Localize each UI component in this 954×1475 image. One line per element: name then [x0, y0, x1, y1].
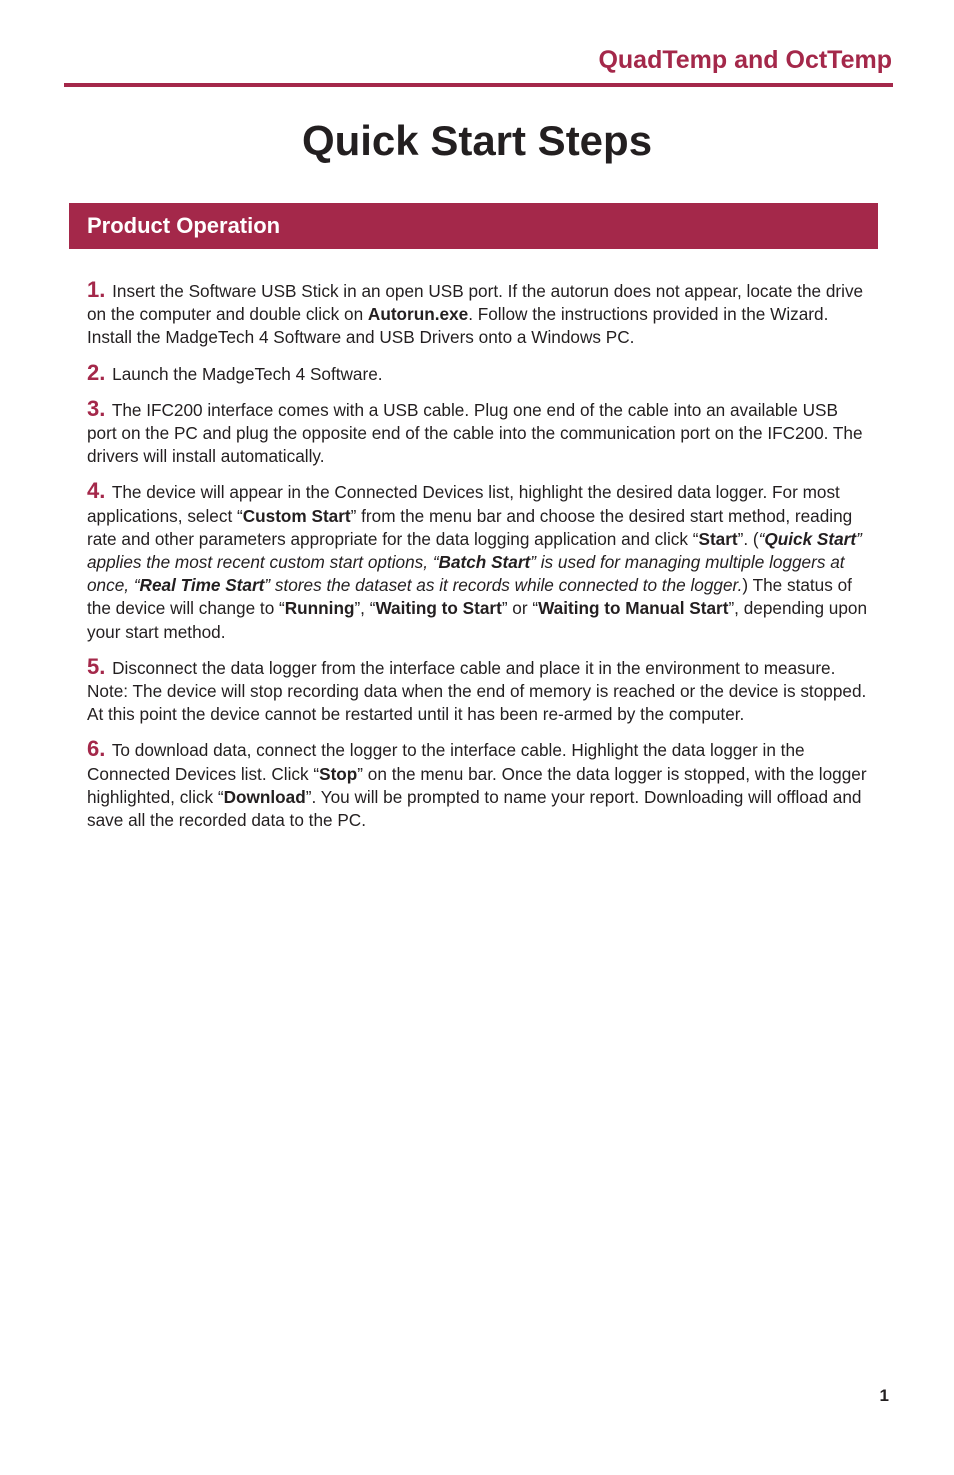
step-text: “	[758, 528, 765, 549]
step-number: 3.	[87, 395, 106, 421]
step-text: ” is used for managing multiple loggers at once, “	[87, 552, 845, 596]
step-number: 6.	[87, 736, 106, 762]
step-number: 5.	[87, 653, 106, 679]
page-title: Quick Start Steps	[301, 117, 653, 164]
step-item	[87, 278, 869, 350]
step-number: 1.	[87, 277, 106, 302]
step-emphasis: Waiting to Manual Start	[538, 598, 729, 619]
step-text: To download data, connect the logger to the interface cable. Highlight the data logger in the Connected Devices list. Click “	[87, 740, 805, 784]
page-number: 1	[879, 1386, 889, 1405]
section-bar	[69, 203, 878, 249]
step-text: ” on the menu bar. Once the data logger is stopped, with the logger highlighted, click “	[87, 763, 867, 807]
step-number: 4.	[87, 478, 106, 504]
step-emphasis: Real Time Start	[139, 575, 265, 596]
step-text: The IFC200 interface comes with a USB cable. Plug one end of the cable into an available USB port on the PC and plug the opposite end of the cable into the communication port on the IFC200. The drivers will install automatically.	[87, 399, 863, 467]
step-item	[87, 655, 869, 727]
step-text: Launch the MadgeTech 4 Software.	[112, 363, 383, 384]
step-emphasis: Autorun.exe	[367, 304, 469, 325]
step-item	[87, 361, 869, 386]
step-text: ”. (	[737, 528, 759, 549]
step-emphasis: Quick Start	[764, 528, 857, 549]
step-item	[87, 479, 869, 643]
step-text: Disconnect the data logger from the interface cable and place it in the environment to measure. Note: The device will stop recording data when the end of memory is reached or the device is stopped. At this point the device cannot be restarted until it has been re-armed by the computer.	[87, 657, 867, 725]
step-text: ” from the menu bar and choose the desired start method, reading rate and other parameters appropriate for the data logging application and click “	[87, 505, 853, 549]
step-text: ”. You will be prompted to name your report. Downloading will offload and save all the recorded data to the PC.	[87, 786, 862, 831]
step-text: ” stores the dataset as it records while connected to the logger.	[264, 575, 743, 596]
step-text: ” applies the most recent custom start options, “	[87, 528, 862, 573]
section-title: Product Operation	[87, 213, 281, 238]
steps-list	[87, 278, 869, 843]
step-emphasis: Start	[698, 528, 738, 549]
step-text: ) The status of the device will change to “	[87, 575, 852, 619]
step-text: ”, “	[354, 598, 376, 619]
step-emphasis: Custom Start	[242, 505, 351, 526]
step-emphasis: Running	[284, 598, 355, 619]
step-number: 2.	[87, 359, 106, 385]
step-emphasis: Batch Start	[438, 552, 531, 573]
step-item	[87, 737, 869, 832]
header-rule	[64, 83, 893, 87]
step-item	[87, 397, 869, 469]
header-title: QuadTemp and OctTemp	[598, 46, 892, 74]
step-emphasis: Stop	[319, 763, 358, 784]
step-emphasis: Download	[223, 786, 306, 807]
step-text: ”, depending upon your start method.	[87, 598, 868, 642]
step-emphasis: Waiting to Start	[375, 598, 502, 619]
step-text: The device will appear in the Connected Devices list, highlight the desired data logger. For most applications, select “	[87, 482, 840, 526]
step-text: . Follow the instructions provided in the Wizard. Install the MadgeTech 4 Software and USB Drivers onto a Windows PC.	[87, 304, 829, 348]
step-text: ” or “	[501, 598, 539, 619]
step-text: Insert the Software USB Stick in an open USB port. If the autorun does not appear, locate the drive on the computer and double click on	[87, 281, 864, 325]
